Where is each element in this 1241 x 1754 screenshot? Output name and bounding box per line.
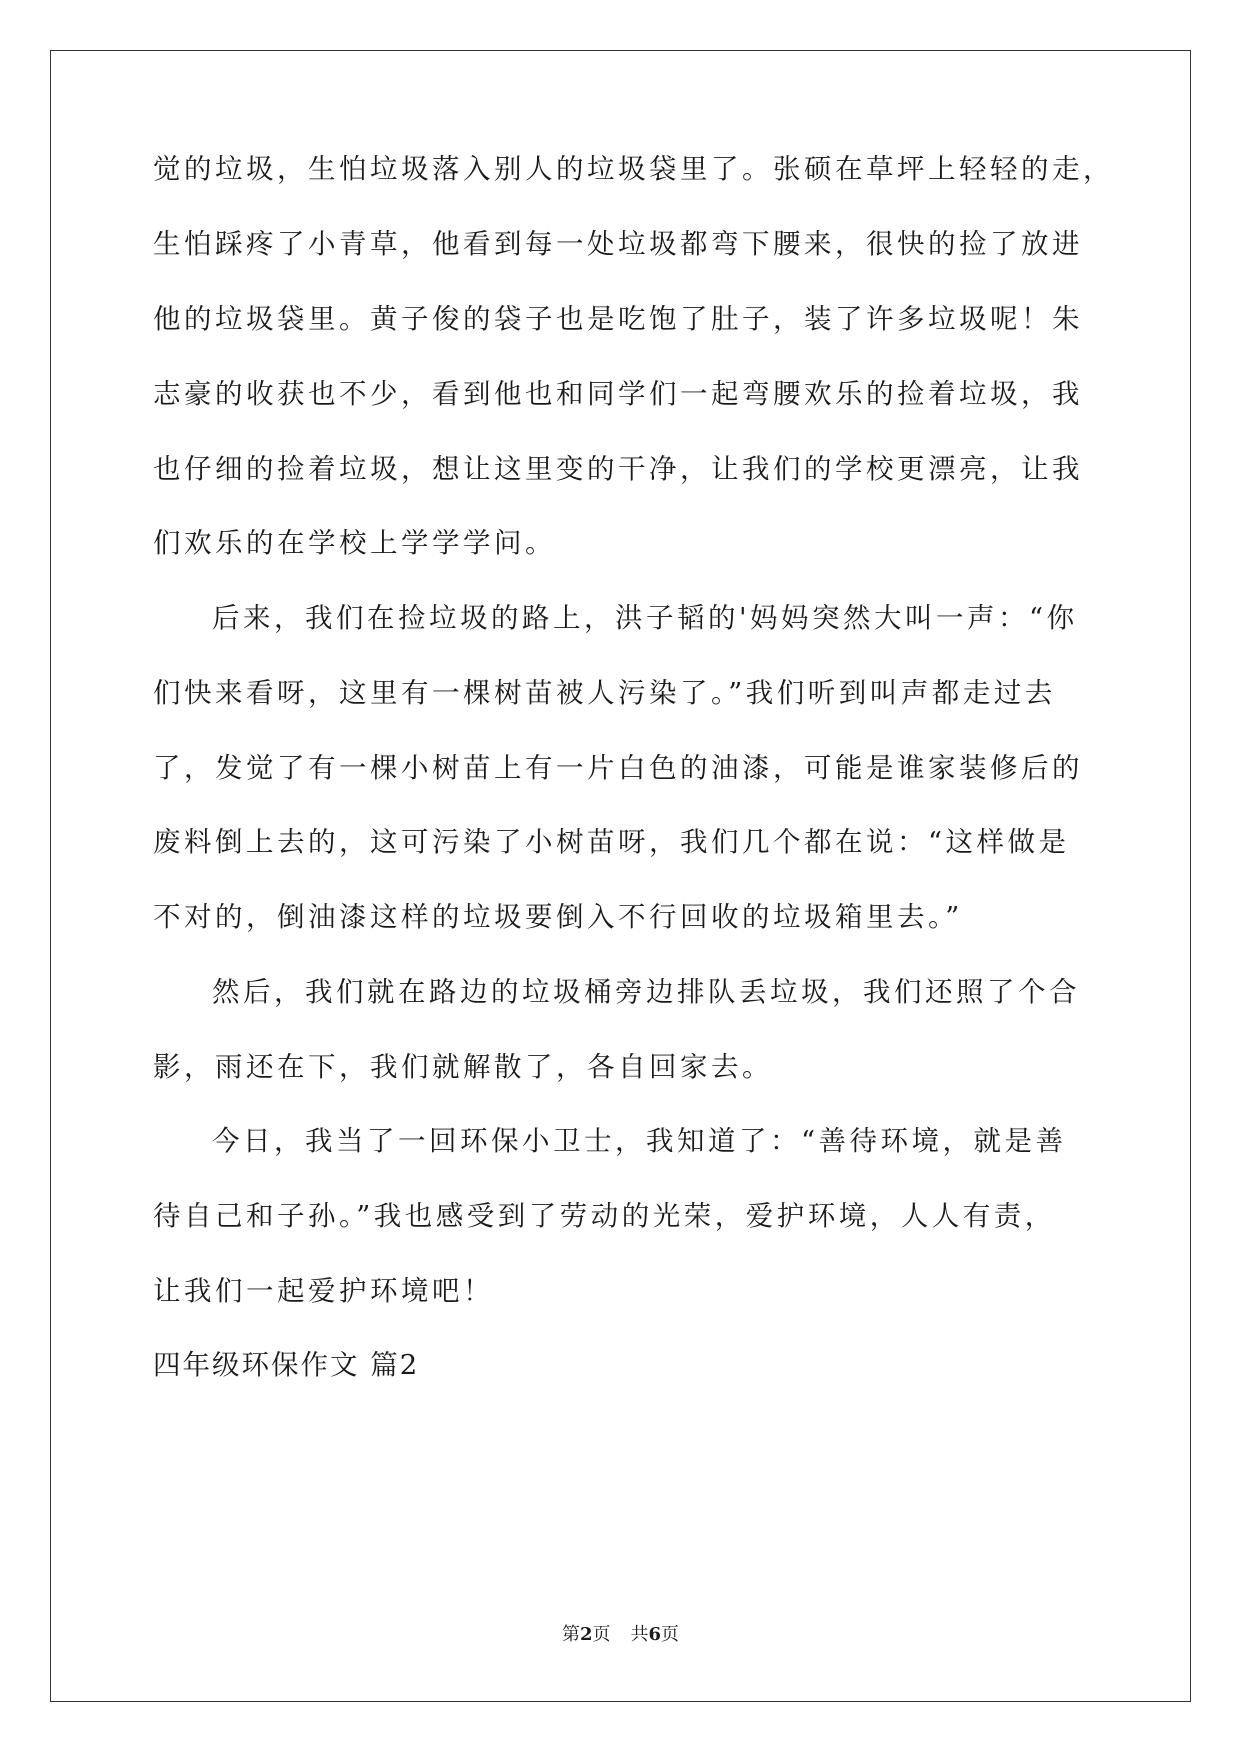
total-label-prefix: 共 [630,1624,649,1645]
body-line: 们欢乐的在学校上学学学问。 [153,527,556,559]
page-footer [0,1623,1241,1647]
page-number: 2 [579,1624,593,1645]
body-line: 让我们一起爱护环境吧！ [153,1275,494,1307]
body-line: 也仔细的捡着垃圾，想让这里变的干净，让我们的学校更漂亮，让我 [153,453,1083,485]
body-line-indented: 然后，我们就在路边的垃圾桶旁边排队丢垃圾，我们还照了个合 [212,976,1080,1008]
body-line: 影，雨还在下，我们就解散了，各自回家去。 [153,1051,773,1083]
body-line: 废料倒上去的，这可污染了小树苗呀，我们几个都在说：“这样做是 [153,826,1070,858]
body-line: 们快来看呀，这里有一棵树苗被人污染了。”我们听到叫声都走过去 [153,677,1056,709]
page-border [50,50,1191,1702]
body-line-indented: 后来，我们在捡垃圾的路上，洪子韬的'妈妈突然大叫一声：“你 [212,602,1078,634]
total-pages: 6 [648,1624,662,1645]
body-line: 待自己和子孙。”我也感受到了劳动的光荣，爱护环境，人人有责， [153,1200,1056,1232]
page-label-prefix: 第 [561,1624,580,1645]
body-line: 觉的垃圾，生怕垃圾落入别人的垃圾袋里了。张硕在草坪上轻轻的走， [153,153,1114,185]
body-line: 志豪的收获也不少，看到他也和同学们一起弯腰欢乐的捡着垃圾，我 [153,378,1083,410]
body-line: 了，发觉了有一棵小树苗上有一片白色的油漆，可能是谁家装修后的 [153,752,1083,784]
body-line-indented: 今日，我当了一回环保小卫士，我知道了：“善待环境，就是善 [212,1125,1067,1157]
page-label-suffix: 页 [592,1624,611,1645]
body-line: 不对的，倒油漆这样的垃圾要倒入不行回收的垃圾箱里去。” [153,901,963,933]
body-line: 他的垃圾袋里。黄子俊的袋子也是吃饱了肚子，装了许多垃圾呢！朱 [153,303,1083,335]
total-label-suffix: 页 [661,1624,680,1645]
body-line: 生怕踩疼了小青草，他看到每一处垃圾都弯下腰来，很快的捡了放进 [153,228,1083,260]
section-heading: 四年级环保作文 篇2 [153,1349,420,1381]
